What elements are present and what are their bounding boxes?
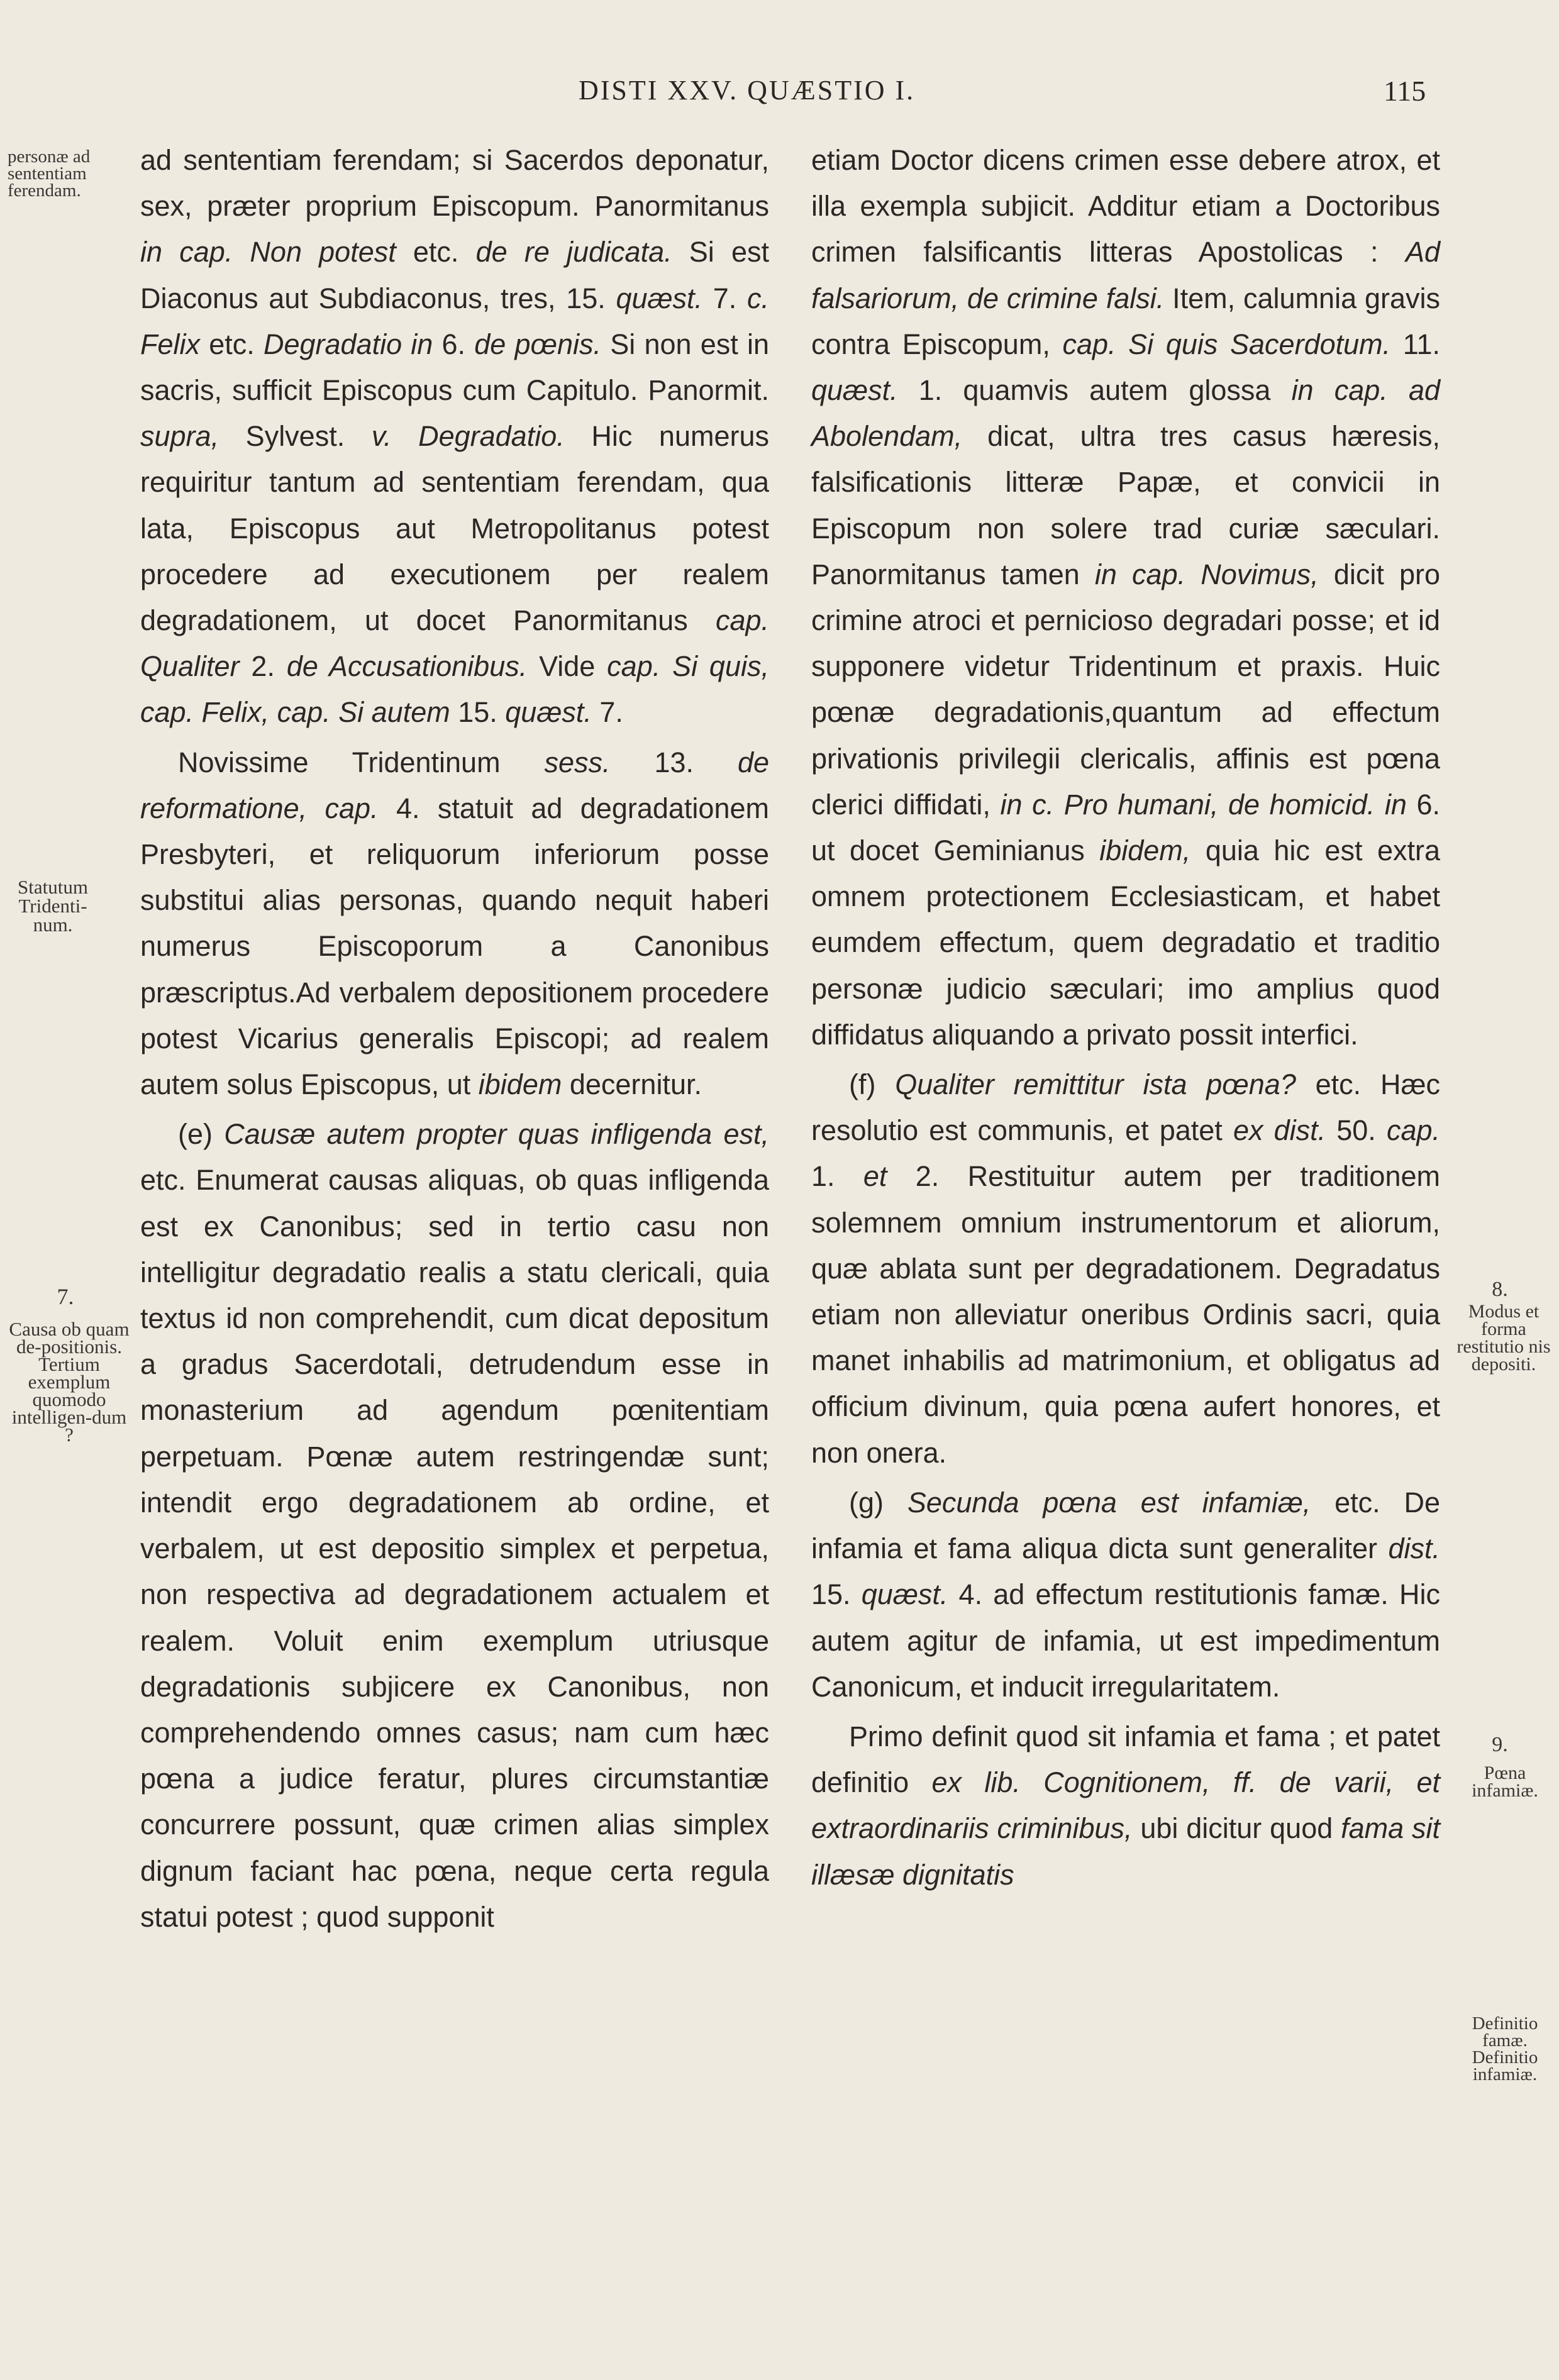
page-number: 115	[1384, 75, 1426, 107]
running-header	[0, 74, 1559, 118]
margin-note-left-2: Statutum Tridenti-num.	[18, 876, 88, 936]
margin-note-right-3: Definitio famæ. Definitio infamiæ.	[1472, 2013, 1538, 2084]
margin-note-left-3: Causa ob quam de-positionis. Tertium exemplum quomodo intelligen-dum ?	[9, 1318, 130, 1446]
margin-note-right-1: Modus et forma restitutio nis depositi.	[1456, 1301, 1551, 1375]
paragraph: etiam Doctor dicens crimen esse debere atrox, et illa exempla subjicit. Additur etiam a Doctoribus crimen falsificantis litteras Apostolicas : Ad falsariorum, de crimine falsi. Item, calumnia gravis contra Episcopum, cap. Si quis Sacerdotum. 11. quæst. 1. quamvis autem glossa in cap. ad Abolendam, dicat, ultra tres casus hæresis, falsificationis litteræ Papæ, et convicii in Episcopum non solere trad curiæ sæculari. Panormitanus tamen in cap. Novimus, dicit pro crimine atroci et pernicioso degradari posse; et id supponere videtur Tridentinum et praxis. Huic pœnæ degradationis,quantum ad effectum privationis privilegii clericalis, affinis est pœna clerici diffidati, in c. Pro humani, de homicid. in 6. ut docet Geminianus ibidem, quia hic est extra omnem protectionem Ecclesiasticam, et habet eumdem effectum, quem degradatio et traditio personæ judicio sæculari; imo amplius quod diffidatus aliquando a privato possit interfici.	[811, 144, 1441, 1051]
paragraph: ad sententiam ferendam; si Sacerdos deponatur, sex, præter proprium Episcopum. Panormitanus in cap. Non potest etc. de re judicata. Si est Diaconus aut Subdiaconus, tres, 15. quæst. 7. c. Felix etc. Degradatio in 6. de pœnis. Si non est in sacris, sufficit Episcopus cum Capitulo. Panormit. supra, Sylvest. v. Degradatio. Hic numerus requiritur tantum ad sententiam ferendam, qua lata, Episcopus aut Metropolitanus potest procedere ad executionem per realem degradationem, ut docet Panormitanus cap. Qualiter 2. de Accusationibus. Vide cap. Si quis, cap. Felix, cap. Si autem 15. quæst. 7.	[140, 144, 770, 729]
paragraph: (g) Secunda pœna est infamiæ, etc. De infamia et fama aliqua dicta sunt generaliter dist. 15. quæst. 4. ad effectum restitutionis famæ. Hic autem agitur de infamia, ut est impedimentum Canonicum, et inducit irregularitatem.	[811, 1486, 1441, 1703]
margin-note-right-2-number: 9.	[1492, 1733, 1508, 1756]
right-column	[811, 137, 1440, 1898]
running-title: DISTI XXV. QUÆSTIO I.	[579, 75, 916, 106]
left-column	[140, 137, 769, 1940]
paragraph: Primo definit quod sit infamia et fama ; et patet definitio ex lib. Cognitionem, ff. de varii, et extraordinariis criminibus, ubi dicitur quod fama sit illæsæ dignitatis	[811, 1720, 1441, 1891]
margin-note-left-3-number: 7.	[57, 1284, 74, 1309]
paragraph: Novissime Tridentinum sess. 13. de reformatione, cap. 4. statuit ad degradationem Presbyteri, et reliquorum inferiorum posse substitui alias personas, quando nequit haberi numerus Episcoporum a Canonibus præscriptus.Ad verbalem depositionem procedere potest Vicarius generalis Episcopi; ad realem autem solus Episcopus, ut ibidem decernitur.	[140, 746, 769, 1101]
paragraph: (f) Qualiter remittitur ista pœna? etc. Hæc resolutio est communis, et patet ex dist. 50. cap. 1. et 2. Restituitur autem per traditionem solemnem omnium instrumentorum et aliorum, quæ ablata sunt per degradationem. Degradatus etiam non alleviatur oneribus Ordinis sacri, quia manet inhabilis ad matrimonium, et obligatus ad officium divinum, quia pœna aufert honores, et non onera.	[811, 1068, 1440, 1469]
margin-note-right-1-number: 8.	[1492, 1278, 1508, 1301]
margin-note-right-2: Pœna infamiæ.	[1472, 1763, 1538, 1801]
paragraph: (e) Causæ autem propter quas infligenda est, etc. Enumerat causas aliquas, ob quas infligenda est ex Canonibus; sed in tertio casu non intelligitur degradatio realis a statu clericali, quia textus id non comprehendit, cum dicat depositum a gradus Sacerdotali, detrudendum esse in monasterium ad agendum pœnitentiam perpetuam. Pœnæ autem restringendæ sunt; intendit ergo degradationem ab ordine, et verbalem, ut est depositio simplex et perpetua, non respectiva ad degradationem actualem et realem. Voluit enim exemplum utriusque degradationis subjicere ex Canonibus, non comprehendendo omnes casus; nam cum hæc pœna a judice feratur, plures circumstantiæ concurrere possunt, quæ crimen alias simplex dignum faciant hac pœna, neque certa regula statui potest ; quod supponit	[140, 1118, 769, 1933]
margin-note-left-1: personæ ad sententiam ferendam.	[8, 147, 91, 201]
